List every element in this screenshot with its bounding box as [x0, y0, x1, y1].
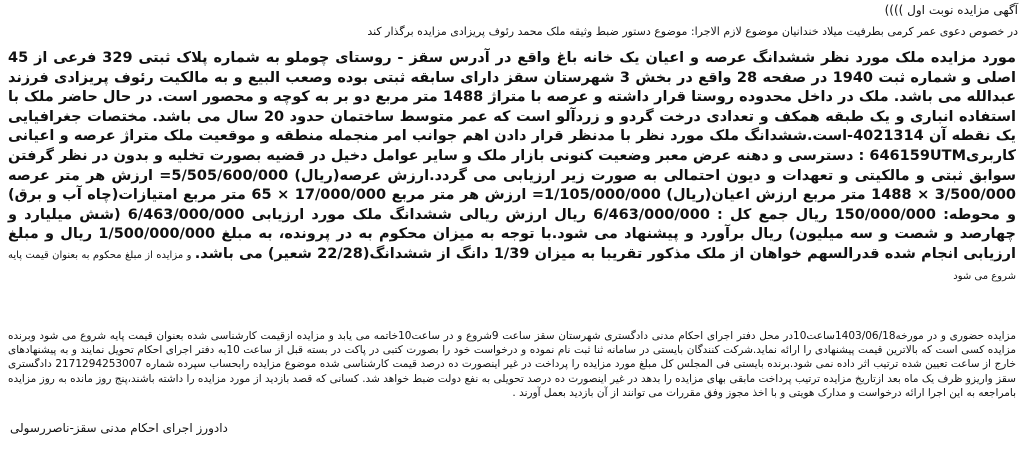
property-description-text: مورد مزایده ملک مورد نظر ششدانگ عرصه و اعیان یک خانه باغ واقع در آدرس سقز - روستای چوملو به شماره پلاک ثبتی 329 فرعی از 45 اصلی و شماره ثبت 1940 در صفحه 28 واقع در بخش 3 شهرستان سقز دارای سابقه ثبتی بوده وصعب البیع و به مالکیت رئوف پریزادی فرزند عبدالله می باشد. ملک در داخل محدوده روستا قرار داشته و عرصه با متراژ 1488 متر مربع دو بر به کوچه و محصور است. در حال حاضر ملک با استفاده انباری و یک طبقه همکف و تعدادی درخت گردو و زردآلو است که عمر متوسط ساختمان حدود 20 سال می باشد. مختصات جغرافیایی یک نقطه آن 4021314-است.ششدانگ ملک مورد نظر با مدنظر قرار دادن اهم جوانب امر منجمله منطقه و موقعیت ملک متراژ عرصه و اعیانی کاربری646159UTM : دسترسی و دهنه عرض معبر وضعیت کنونی بازار ملک و سایر عوامل دخیل در قضیه بصورت تخلیه و بدون در نظر گرفتن سوابق ثبتی و مالکیتی و تعهدات و دیون احتمالی به صورت زیر ارزیابی می گردد.ارزش عرصه(ریال) 5/505/600/000= ارزش هر متر عرصه 3/500/000 × 1488 متر مربع ارزش اعیان(ریال) 1/105/000/000= ارزش هر متر مربع 17/000/000 × 65 متر مربع امتیازات(چاه آب و برق) و محوطه: 150/000/000 ریال جمع کل : 6/463/000/000 ریال ارزش ریالی ششدانگ ملک مورد ارزیابی 6/463/000/000 (شش میلیارد و چهارصد و شصت و سه میلیون) ریال برآورد و پیشنهاد می شود.با توجه به میزان محکوم به در پرونده، به مبلغ 1/500/000/000 ریال و مبلغ ارزیابی انجام شده قدرالسهم خواهان از ملک مذکور تقریبا به میزان 1/39 دانگ از ششدانگ(22/28 شعیر) می باشد.	[8, 50, 1017, 262]
officer-signature: دادورز اجرای احکام مدنی سقز-ناصررسولی	[10, 421, 228, 435]
notice-title: آگهی مزایده نوبت اول ))))	[884, 3, 1018, 17]
base-price-note: و مزایده از مبلغ محکوم به بعنوان قیمت پایه شروع می شود	[8, 249, 1016, 282]
auction-description	[8, 49, 1016, 286]
case-subject-line: در خصوص دعوی عمر کرمی بطرفیت میلاد خندانیان موضوع لازم الاجرا: موضوع دستور ضبط وثیقه ملک محمد رئوف پریزادی مزایده برگذار کند	[367, 25, 1018, 38]
auction-conditions-text: مزایده حضوری و در مورخه1403/06/18ساعت10در محل دفتر اجرای احکام مدنی دادگستری شهرستان سقز ساعت 9شروع و در ساعت10خاتمه می یابد و مزایده ازقیمت کارشناسی شده بعنوان قیمت پایه شروع می شود وبرنده مزایده کسی است که بالاترین قیمت پیشنهادی را ارائه نماید.شرکت کنندگان بایستی در سامانه ثنا ثبت نام نموده و درخواست خود را بصورت کتبی در پاکت در بسته قبل از ساعت 10به دفتر اجرای احکام تحویل نمایند و به پیشنهادهای خارج از ساعت تعیین شده ترتیب اثر داده نمی شود.برنده بایستی فی المجلس کل مبلغ مورد مزایده را پرداخت در غیر اینصورت ده درصد قیمت کارشناسی شده موضوع مزایده رابحساب سپرده شماره 2171294253007 دادگستری سقز واریزو ظرف یک ماه بعد ازتاریخ مزایده ترتیب پرداخت مابقی بهای مزایده را بدهد در غیر اینصورت ده درصد تحویلی به نفع دولت ضبط خواهد شد. کسانی که قصد بازدید از مورد مزایده را داشته باشند،پنج روز مانده به روز مزایده بامراجعه به این اجرا ارائه درخواست و مدارک هویتی و با اخذ مجوز وفق مقررات می توانند از آن بازدید بعمل آورند .	[8, 330, 1016, 399]
